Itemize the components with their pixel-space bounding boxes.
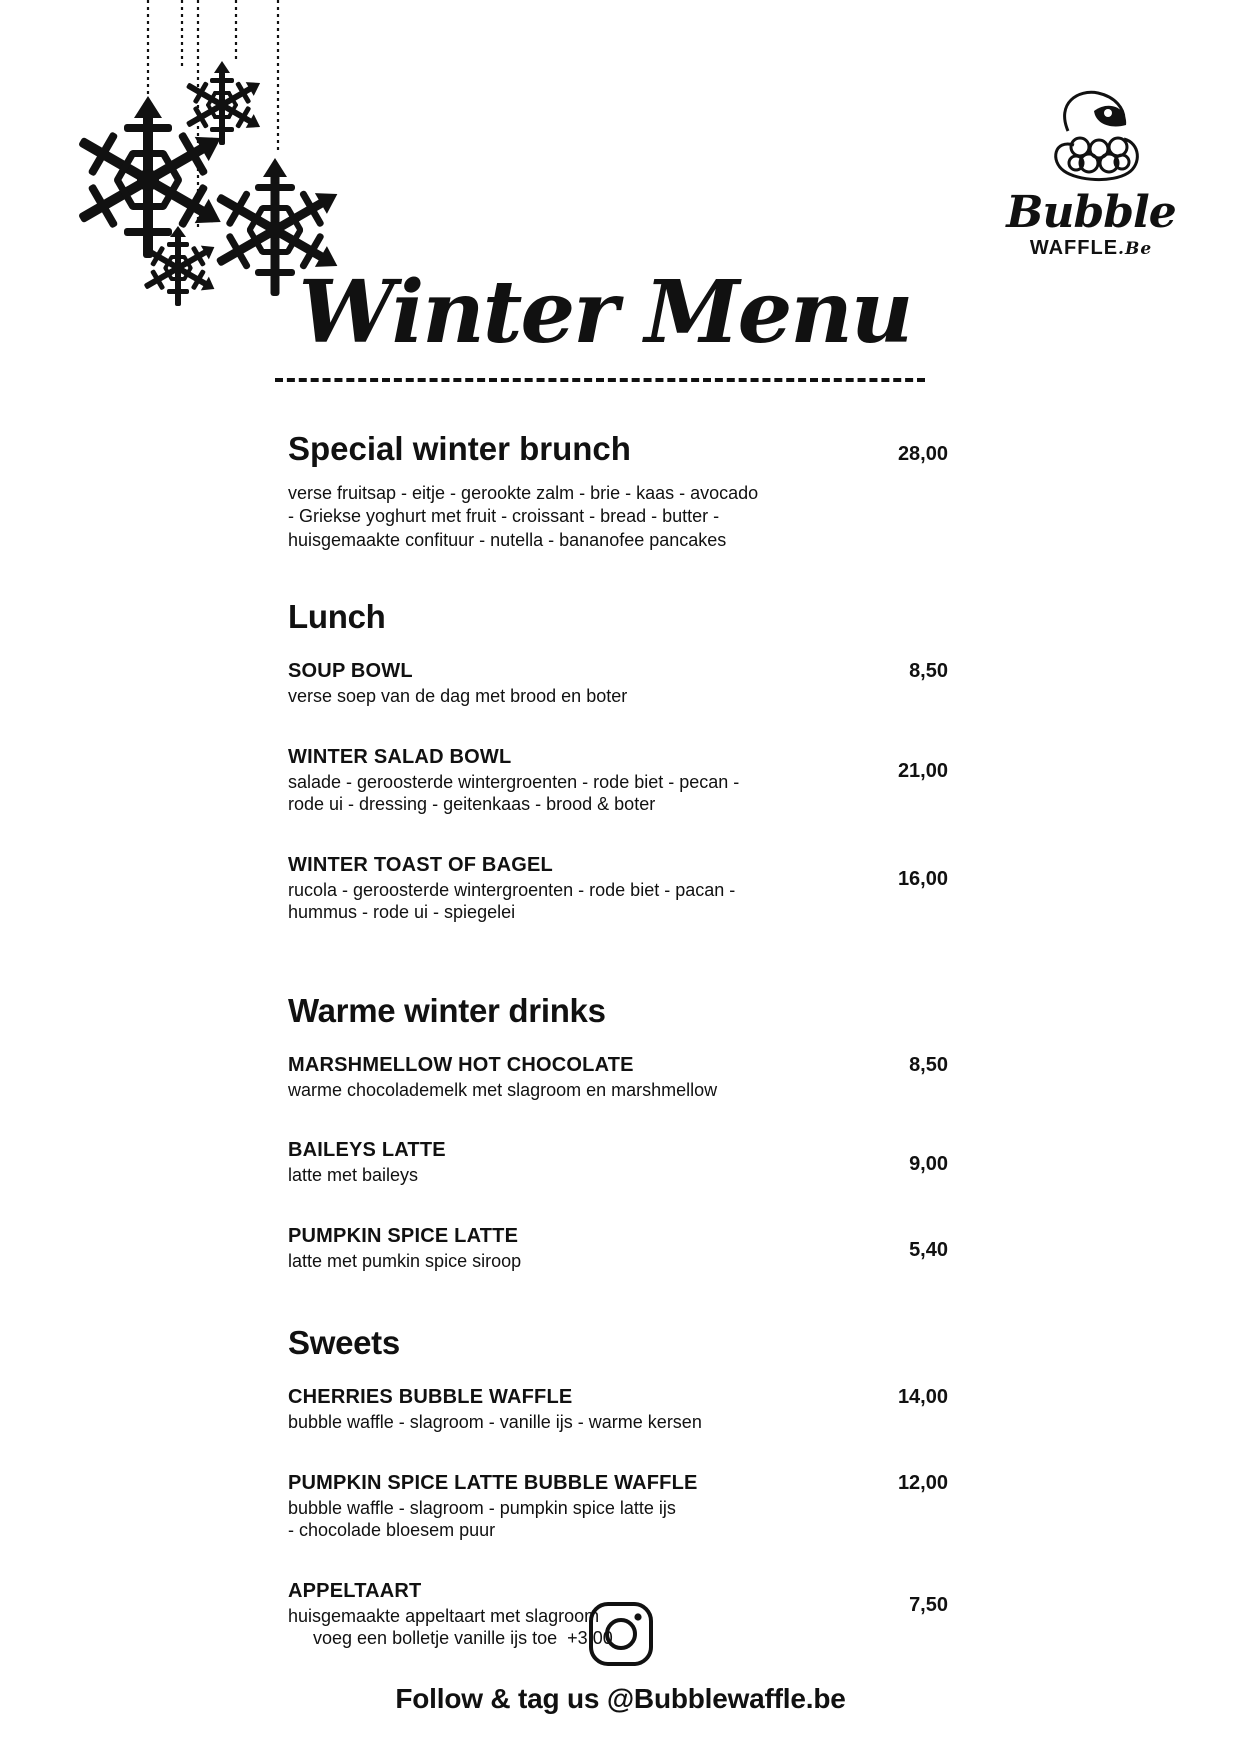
instagram-icon[interactable] (586, 1599, 656, 1669)
menu-item-description-line: bubble waffle - slagroom - vanille ijs - warme kersen (288, 1412, 702, 1433)
special-brunch-heading: Special winter brunch (288, 430, 631, 467)
menu-item-price: 12,00 (897, 1471, 948, 1494)
menu-item-name: APPELTAART (288, 1579, 422, 1602)
menu-item (288, 854, 948, 924)
menu-item-price: 9,00 (909, 1153, 948, 1176)
follow-text: Follow & tag us @Bubblewaffle.be (395, 1683, 846, 1714)
menu-item-description-line: warme chocolademelk met slagroom en marshmellow (288, 1079, 718, 1100)
menu-item-name: PUMPKIN SPICE LATTE (288, 1224, 519, 1247)
menu-item-name: WINTER TOAST OF BAGEL (288, 853, 553, 876)
menu-item-description-line: latte met baileys (288, 1165, 419, 1186)
menu-item-name: SOUP BOWL (288, 660, 413, 683)
menu-item-description-line: bubble waffle - slagroom - pumpkin spice latte ijs (288, 1497, 676, 1518)
section-heading-drinks: Warme winter drinks (288, 991, 606, 1029)
menu-item-price: 8,50 (909, 660, 948, 683)
menu-item-price: 14,00 (897, 1386, 948, 1409)
menu-item-name: PUMPKIN SPICE LATTE BUBBLE WAFFLE (288, 1471, 698, 1494)
menu-item (288, 1386, 948, 1434)
menu-content (288, 430, 948, 1672)
special-brunch-description-line: - Griekse yoghurt met fruit - croissant - bread - butter - (288, 506, 720, 527)
logo-name: Bubble (1006, 187, 1176, 238)
section-heading-lunch: Lunch (288, 598, 386, 636)
menu-item (288, 1139, 948, 1187)
special-brunch-description (288, 482, 848, 552)
section-lunch (288, 598, 948, 636)
section-warme-winter-drinks (288, 992, 948, 1030)
menu-item (288, 1225, 948, 1273)
menu-item-description (288, 771, 828, 816)
menu-item-description (288, 1250, 828, 1273)
menu-item (288, 1472, 948, 1542)
menu-item-description (288, 1164, 828, 1187)
menu-item-description-line: huisgemaakte appeltaart met slagroom (288, 1605, 600, 1626)
menu-item (288, 1054, 948, 1102)
section-heading-sweets: Sweets (288, 1324, 400, 1362)
menu-item-name: CHERRIES BUBBLE WAFFLE (288, 1386, 573, 1409)
menu-item-description (288, 685, 828, 708)
footer (0, 1599, 1241, 1715)
menu-item (288, 746, 948, 816)
menu-item-name: MARSHMELLOW HOT CHOCOLATE (288, 1053, 634, 1076)
menu-item-description (288, 1079, 828, 1102)
logo-sub-text: WAFFLE (1029, 237, 1119, 259)
menu-item-description-line: rucola - geroosterde wintergroenten - rode biet - pacan - (288, 879, 736, 900)
menu-item-price: 21,00 (897, 759, 948, 782)
menu-item (288, 660, 948, 708)
menu-item-price: 16,00 (897, 867, 948, 890)
menu-item-price: 5,40 (909, 1238, 948, 1261)
special-brunch-price: 28,00 (897, 443, 948, 465)
menu-item-name: BAILEYS LATTE (288, 1139, 446, 1162)
menu-item-description-line: verse soep van de dag met brood en boter (288, 686, 628, 707)
section-sweets (288, 1324, 948, 1362)
menu-item-description (288, 1411, 828, 1434)
menu-item-name: WINTER SALAD BOWL (288, 745, 512, 768)
title-block (275, 262, 935, 382)
special-brunch-description-line: verse fruitsap - eitje - gerookte zalm - brie - kaas - avocado (288, 483, 759, 503)
title-divider (275, 378, 925, 382)
menu-item-description-line: hummus - rode ui - spiegelei (288, 902, 516, 923)
bubble-waffle-logo-icon (1016, 85, 1166, 195)
menu-item-description-line: latte met pumkin spice siroop (288, 1250, 522, 1271)
menu-item-description (288, 1497, 828, 1542)
menu-item-price: 8,50 (909, 1053, 948, 1076)
brand-logo (1001, 85, 1181, 260)
menu-item-description (288, 879, 828, 924)
logo-domain: .Be (1118, 239, 1153, 259)
menu-item-price: 7,50 (909, 1593, 948, 1616)
page-title: Winter Menu (298, 262, 912, 363)
menu-item-description-line: - chocolade bloesem puur (288, 1520, 496, 1541)
special-brunch-block (288, 430, 948, 552)
menu-item-description-line: salade - geroosterde wintergroenten - rode biet - pecan - (288, 771, 740, 792)
menu-item-description-line: voeg een bolletje vanille ijs toe +3,00 (288, 1628, 613, 1649)
logo-subtitle (1001, 237, 1181, 260)
special-brunch-description-line: huisgemaakte confituur - nutella - bananofee pancakes (288, 529, 727, 550)
menu-item-description-line: rode ui - dressing - geitenkaas - brood & boter (288, 794, 656, 815)
